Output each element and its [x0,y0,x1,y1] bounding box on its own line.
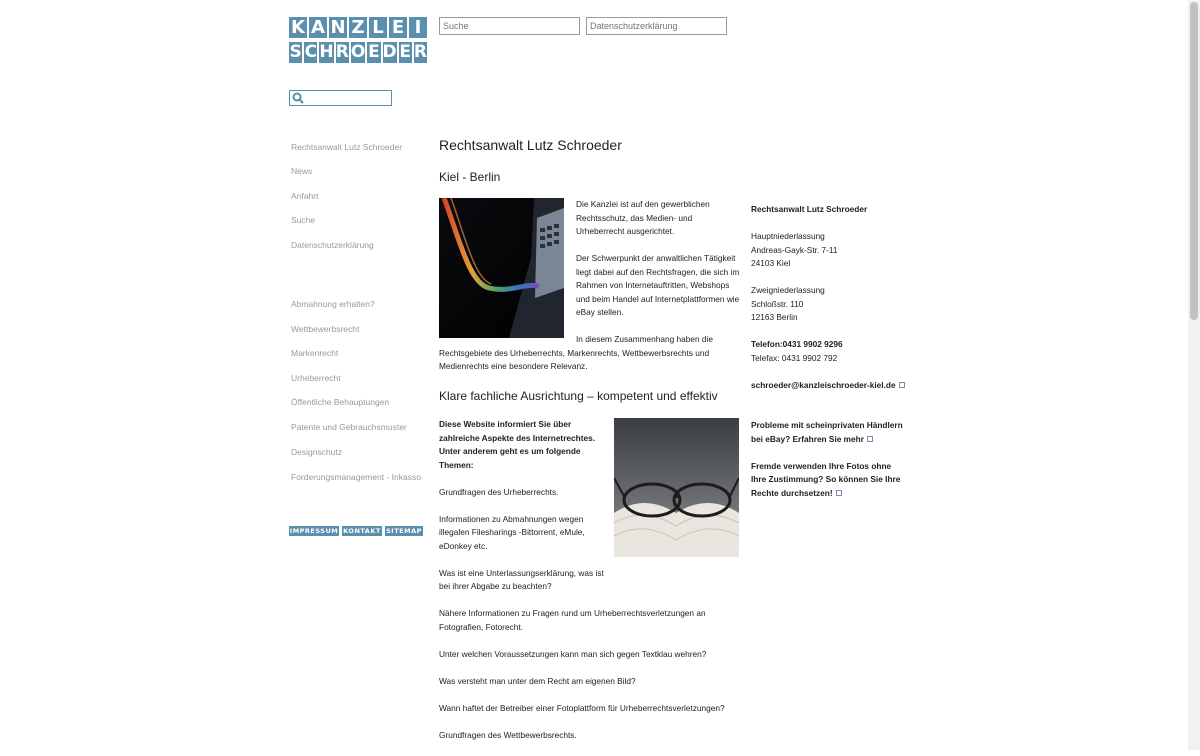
logo-letter: A [309,17,327,38]
topic-item: Was ist eine Unterlassungserklärung, was ist bei ihrer Abgabe zu beachten? [439,567,604,591]
photo-link-text[interactable]: Fremde verwenden Ihre Fotos ohne Ihre Zustimmung? So können Sie Ihre Rechte durchsetzen! [751,460,901,498]
logo-letter: O [350,42,366,62]
nav-item-behauptungen[interactable]: Öffentliche Behauptungen [291,397,390,407]
page-subtitle: Kiel - Berlin [439,170,501,184]
phone-block [751,338,906,365]
logo-letter: E [399,42,412,62]
nav-item-abmahnung[interactable]: Abmahnung erhalten? [291,299,375,309]
logo-line-1 [289,17,427,38]
section-title: Klare fachliche Ausrichtung – kompetent und effektiv [439,389,718,403]
nav-item-wettbewerbsrecht[interactable]: Wettbewerbsrecht [291,324,360,334]
topics-intro-column [439,418,604,607]
search-icon[interactable] [292,92,304,104]
nav-item-anfahrt[interactable]: Anfahrt [291,191,319,201]
sitemap-button[interactable]: SITEMAP [386,527,422,535]
logo[interactable] [289,17,427,63]
nav-item-suche[interactable]: Suche [291,215,316,225]
office-street: Andreas-Gayk-Str. 7-11 [751,244,838,255]
fax-number: Telefax: 0431 9902 792 [751,352,838,363]
office-label: Zweigniederlassung [751,285,825,295]
external-link-icon [836,490,842,496]
sidebar-search-field[interactable] [289,90,392,106]
intro-text-column [576,198,741,333]
topic-item: Grundfragen des Wettbewerbsrechts. [439,729,577,740]
glasses-book-image [614,418,739,557]
nav-item-designschutz[interactable]: Designschutz [291,447,343,457]
topic-item: Wann haftet der Betreiber einer Fotoplattform für Urheberrechtsverletzungen? [439,702,725,713]
phone-number: Telefon:0431 9902 9296 [751,339,843,349]
office-kiel [751,230,906,271]
logo-letter: L [369,17,387,38]
ebay-info-link[interactable] [751,419,906,446]
ebay-link-text[interactable]: Probleme mit scheinprivaten Händlern bei eBay? Erfahren Sie mehr [751,420,903,444]
top-search-input[interactable] [439,17,580,35]
office-berlin [751,284,906,325]
topic-item: Was versteht man unter dem Recht am eigenen Bild? [439,675,636,686]
nav-item-news[interactable]: News [291,166,313,176]
logo-letter: N [330,17,346,38]
contact-sidebar [751,203,906,514]
logo-letter: Z [349,17,367,38]
nav-item-datenschutz[interactable]: Datenschutzerklärung [291,240,374,250]
external-link-icon [899,382,905,388]
nav-item-inkasso[interactable]: Forderungsmanagement - Inkasso [291,472,421,482]
intro-paragraph-relevance: In diesem Zusammenhang haben die Rechtsgebiete des Urheberrechts, Markenrechts, Wettbewerbsrechts und Medienrechts eine besondere Relevanz. [439,334,713,371]
office-city: 24103 Kiel [751,258,791,268]
intro-paragraph: Der Schwerpunkt der anwaltlichen Tätigkeit liegt dabei auf den Rechtsfragen, die sich im Rahmen von Internetauftritten, Webshops und beim Handel auf Internetplattformen wie eBay stellen. [576,253,740,317]
topic-item: Unter welchen Voraussetzungen kann man sich gegen Textklau wehren? [439,648,707,659]
nav-item-markenrecht[interactable]: Markenrecht [291,348,339,358]
office-label: Hauptniederlassung [751,231,825,241]
nav-item-patente[interactable]: Patente und Gebrauchsmuster [291,422,407,432]
email-link[interactable] [751,379,906,393]
logo-letter: C [304,42,318,62]
logo-letter: R [413,42,427,62]
logo-letter: R [335,42,349,62]
nav-item-rechtsanwalt[interactable]: Rechtsanwalt Lutz Schroeder [291,142,403,152]
kontakt-button[interactable]: KONTAKT [343,527,381,535]
page-scrollbar[interactable] [1188,0,1200,750]
logo-letter: I [409,17,427,38]
topics-list-continued [439,607,739,756]
topic-item: Grundfragen des Urheberrechts. [439,486,559,497]
page-title: Rechtsanwalt Lutz Schroeder [439,137,622,153]
topic-item: Nähere Informationen zu Fragen rund um Urheberrechtsverletzungen an Fotografien, Fotorecht. [439,608,706,632]
logo-letter: E [368,42,380,62]
logo-letter: D [382,42,397,62]
contact-name: Rechtsanwalt Lutz Schroeder [751,204,868,214]
external-link-icon [867,436,873,442]
topics-intro: Diese Website informiert Sie über zahlreiche Aspekte des Internetrechtes. Unter anderem geht es um folgende Themen: [439,419,596,470]
laptop-cable-image [439,198,564,338]
logo-letter: E [389,17,407,38]
nav-item-urheberrecht[interactable]: Urheberrecht [291,373,341,383]
impressum-button[interactable]: IMPRESSUM [289,527,339,535]
logo-letter: H [319,42,334,62]
logo-letter: S [289,42,302,62]
photo-rights-link[interactable] [751,460,906,501]
privacy-search-input[interactable] [586,17,727,35]
logo-letter: K [289,17,307,38]
office-city: 12163 Berlin [751,312,798,322]
scrollbar-thumb[interactable] [1190,2,1198,320]
intro-paragraph: Die Kanzlei ist auf den gewerblichen Rechtsschutz, das Medien- und Urheberrecht ausgerichtet. [576,199,710,236]
topic-item: Informationen zu Abmahnungen wegen illegalen Filesharings -Bittorrent, eMule, eDonkey etc. [439,513,585,551]
office-street: Schloßstr. 110 [751,298,804,309]
logo-line-2 [289,42,427,63]
email-address[interactable]: schroeder@kanzleischroeder-kiel.de [751,379,896,390]
